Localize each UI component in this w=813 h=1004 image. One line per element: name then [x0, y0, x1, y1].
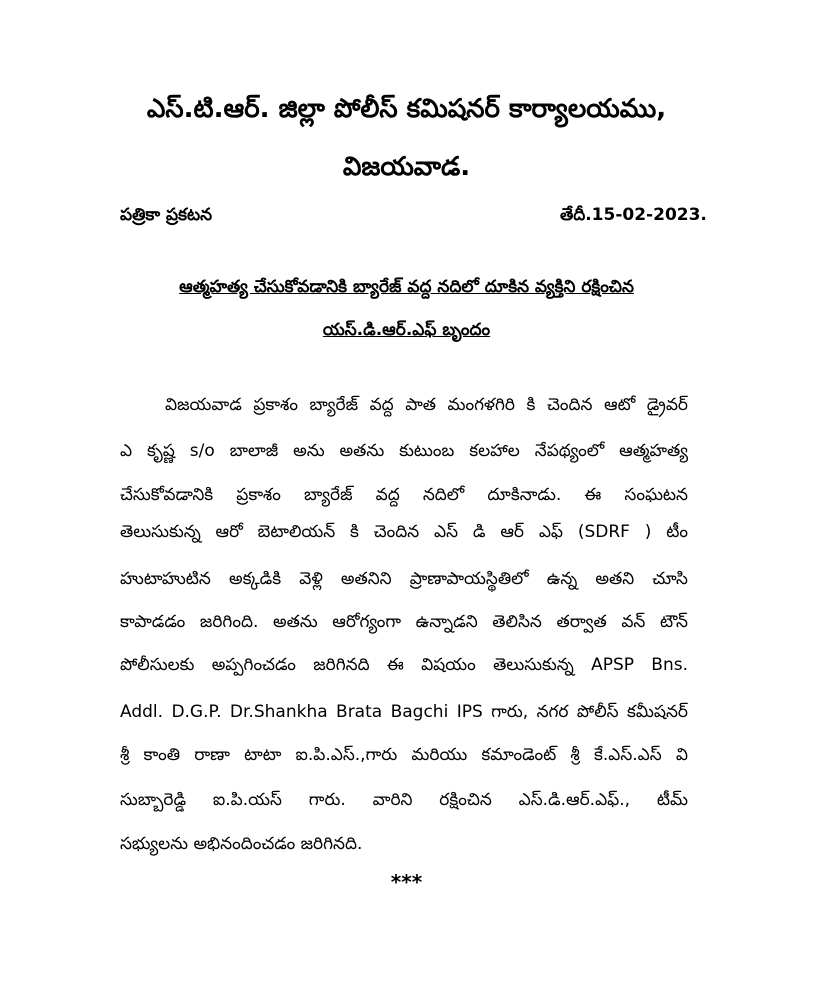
body-line: హుటాహుటిన అక్కడికి వెళ్లి అతనిని ప్రాణాపాయస్థితిలో ఉన్న అతని చూసి — [120, 569, 688, 589]
body-line: తెలుసుకున్న ఆరో బెటాలియన్ కి చెందిన ఎస్ డి ఆర్ ఎఫ్ (SDRF ) టీం — [120, 522, 688, 542]
release-date: తేదీ.15-02-2023. — [560, 205, 707, 225]
body-line: పోలీసులకు అప్పగించడం జరిగినది ఈ విషయం తెలుసుకున్న APSP Bns. — [120, 655, 688, 675]
body-line: శ్రీ కాంతి రాణా టాటా ఐ.పి.ఎస్.,గారు మరియు కమాండెంట్ శ్రీ కే.ఎస్.ఎస్ వి — [120, 745, 688, 765]
body-line: విజయవాడ ప్రకాశం బ్యారేజ్ వద్ద పాత మంగళగిరి కి చెందిన ఆటో డ్రైవర్ — [165, 395, 688, 415]
end-marker: *** — [390, 870, 423, 894]
subject-line-2: యస్.డి.ఆర్.ఎఫ్ బృందం — [322, 320, 491, 340]
press-release-label: పత్రికా ప్రకటన — [120, 205, 213, 225]
body-line: Addl. D.G.P. Dr.Shankha Brata Bagchi IPS గారు, నగర పోలీస్ కమీషనర్ — [120, 702, 688, 722]
office-title: ఎస్.టి.ఆర్. జిల్లా పోలీస్ కమిషనర్ కార్యాలయము, — [146, 94, 667, 124]
body-line: చేసుకోవడానికి ప్రకాశం బ్యారేజ్ వద్ద నదిలో దూకినాడు. ఈ సంఘటన — [120, 485, 688, 505]
body-line: సుబ్బారెడ్డి ఐ.పి.యస్ గారు. వారిని రక్షించిన ఎస్.డి.ఆర్.ఎఫ్., టీమ్ — [120, 790, 688, 810]
body-line: కాపాడడం జరిగింది. అతను ఆరోగ్యంగా ఉన్నాడని తెలిసిన తర్వాత వన్ టౌన్ — [120, 612, 688, 632]
body-line: ఎ కృష్ణ s/o బాలాజీ అను అతను కుటుంబ కలహాల నేపథ్యంలో ఆత్మహత్య — [120, 441, 688, 461]
office-city: విజయవాడ. — [342, 152, 471, 182]
body-line: సభ్యులను అభినందించడం జరిగినది. — [120, 834, 363, 854]
subject-line-1: ఆత్మహత్య చేసుకోవడానికి బ్యారేజ్ వద్ద నదిలో దూకిన వ్యక్తిని రక్షించిన — [179, 277, 634, 297]
